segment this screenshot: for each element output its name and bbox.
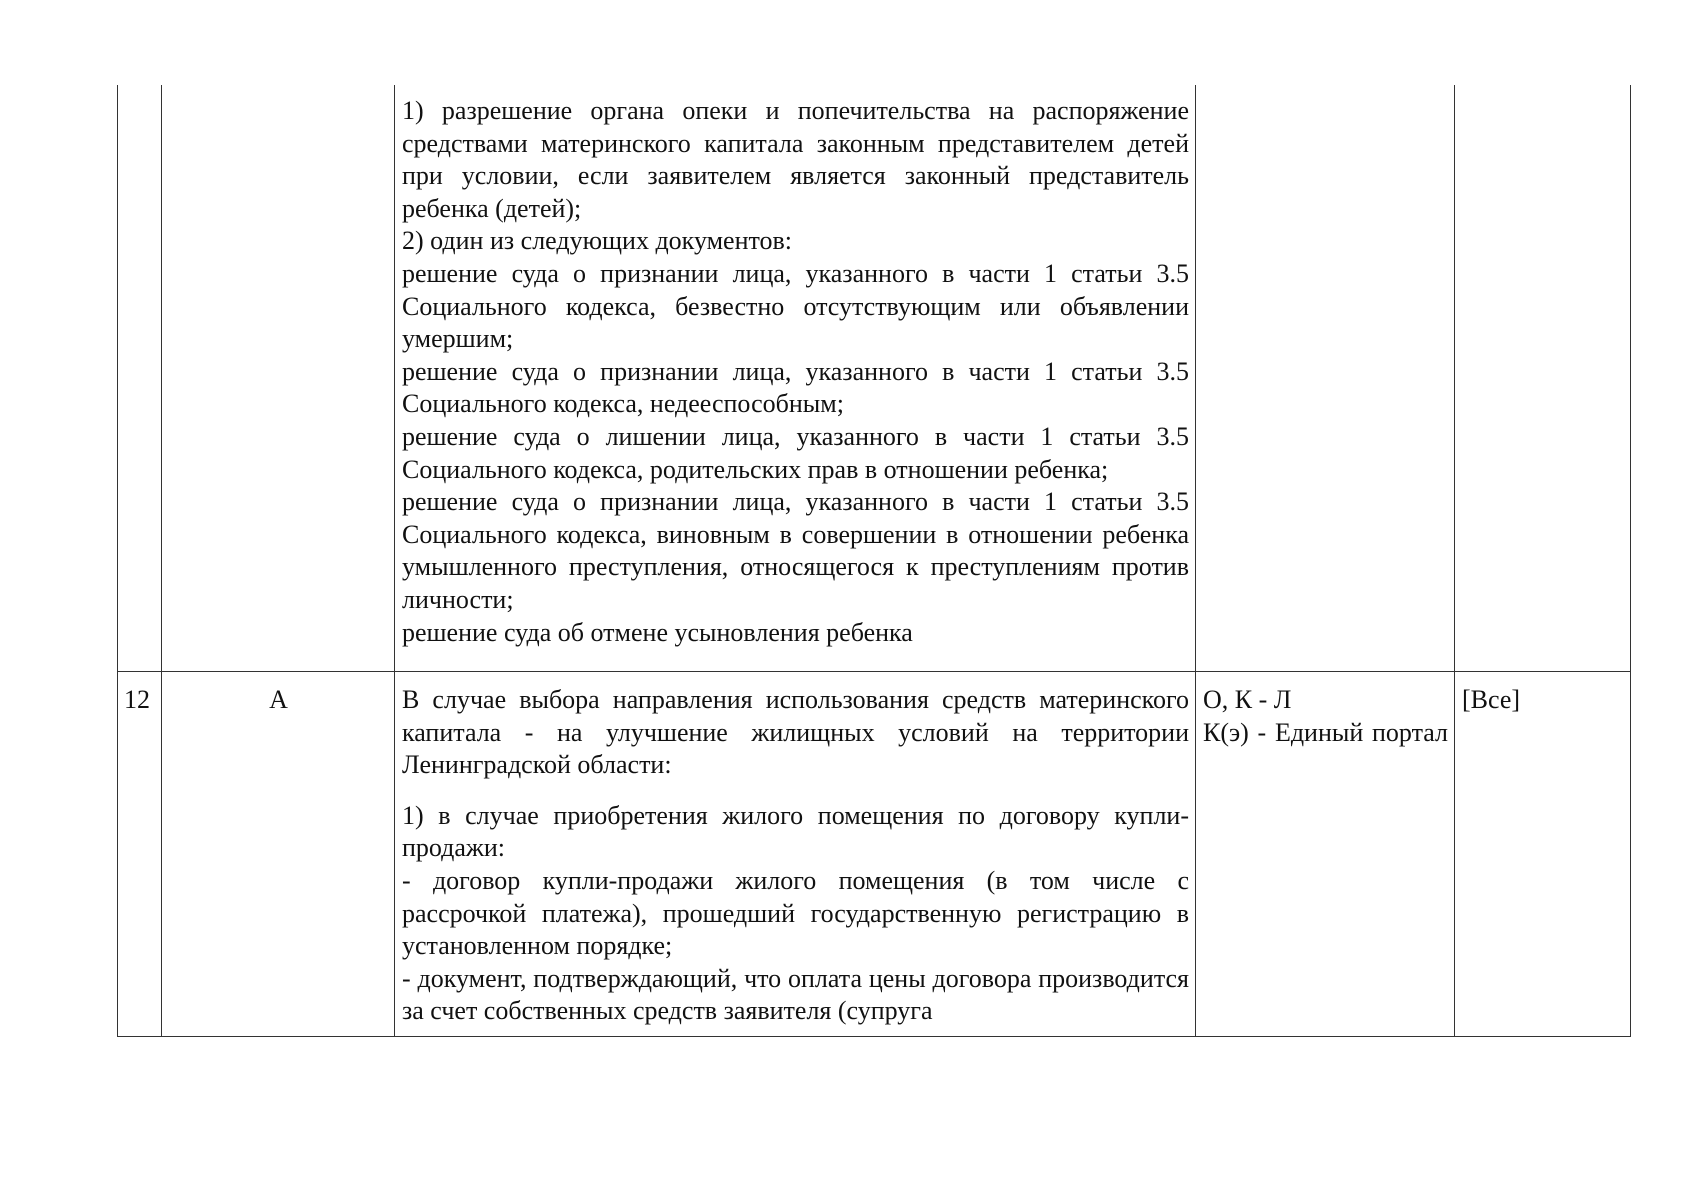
row-method-cell (1196, 85, 1455, 672)
text-line: решение суда о признании лица, указанного в части 1 статьи 3.5 Социального кодекса, безвестно отсутствующим или объявлении умершим; (402, 258, 1189, 354)
row-number-cell (118, 85, 162, 672)
text-line: - договор купли-продажи жилого помещения (в том числе с рассрочкой платежа), прошедший государственную регистрацию в установленном порядке; (402, 865, 1189, 961)
text-line: 1) в случае приобретения жилого помещения по договору купли-продажи: (402, 800, 1189, 863)
text-line: 1) разрешение органа опеки и попечительства на распоряжение средствами материнского капитала законным представителем детей при условии, если заявителем является законный представитель ребенка (детей); (402, 96, 1189, 223)
text-line: решение суда о признании лица, указанного в части 1 статьи 3.5 Социального кодекса, недееспособным; (402, 356, 1189, 419)
row-text-cell (395, 85, 1196, 672)
row-code-cell (162, 85, 395, 672)
table-row (118, 85, 1631, 672)
document-table (117, 85, 1631, 1037)
text-line: решение суда о лишении лица, указанного в части 1 статьи 3.5 Социального кодекса, родительских прав в отношении ребенка; (402, 421, 1189, 484)
text-line: решение суда о признании лица, указанного в части 1 статьи 3.5 Социального кодекса, виновным в совершении в отношении ребенка умышленного преступления, относящегося к преступлениям против личности; (402, 487, 1189, 614)
row-text-cell (395, 672, 1196, 1037)
row-category-cell (1455, 85, 1631, 672)
row-method-cell (1196, 672, 1455, 1037)
text-intro: В случае выбора направления использования средств материнского капитала - на улучшение жилищных условий на территории Ленинградской области: (402, 685, 1189, 780)
table-row (118, 672, 1631, 1037)
row-code-cell: А (162, 672, 395, 1037)
text-line: - документ, подтверждающий, что оплата цены договора производится за счет собственных средств заявителя (супруга (402, 963, 1189, 1026)
method-line: К(э) - Единый портал (1203, 717, 1448, 747)
text-line: решение суда об отмене усыновления ребенка (402, 617, 913, 647)
row-number-cell: 12 (118, 672, 162, 1037)
row-category-cell: [Все] (1455, 672, 1631, 1037)
method-line: О, К - Л (1203, 685, 1292, 714)
text-line: 2) один из следующих документов: (402, 226, 793, 256)
